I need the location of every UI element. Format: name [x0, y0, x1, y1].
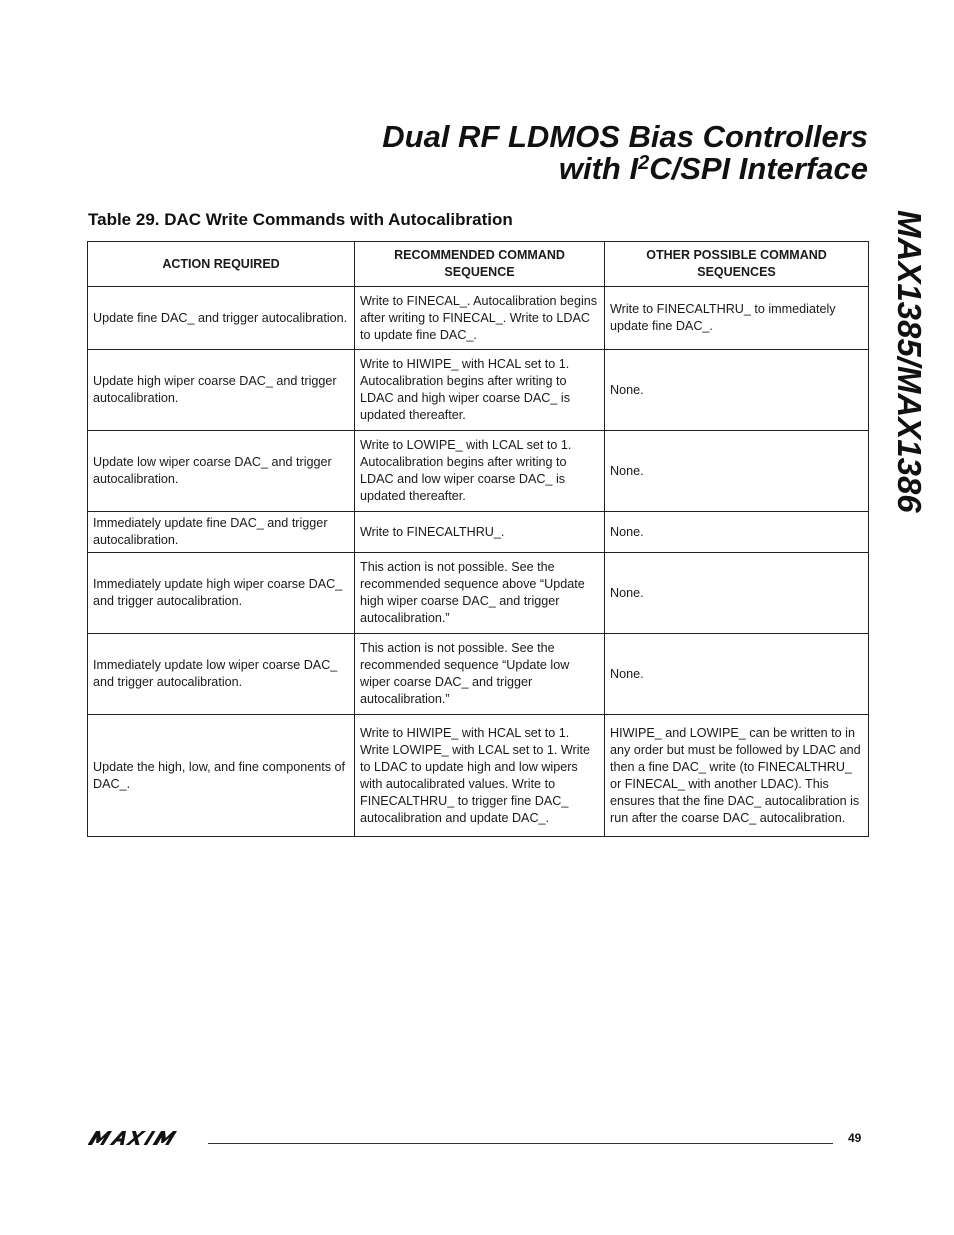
table-cell: Write to FINECAL_. Autocalibration begins after writing to FINECAL_. Write to LDAC to update fine DAC_.: [355, 287, 605, 350]
table-cell: None.: [605, 553, 869, 634]
table-cell: Update low wiper coarse DAC_ and trigger autocalibration.: [88, 431, 355, 512]
table-cell: Write to HIWIPE_ with HCAL set to 1. Write LOWIPE_ with LCAL set to 1. Write to LDAC to update high and low wipers with autocalibrated values. Write to FINECALTHRU_ to trigger fine DAC_ autocalibration and update DAC_.: [355, 715, 605, 837]
table-cell: None.: [605, 431, 869, 512]
page-number: 49: [848, 1131, 862, 1145]
title-superscript: 2: [638, 152, 650, 174]
table-cell: This action is not possible. See the recommended sequence “Update low wiper coarse DAC_ and trigger autocalibration.”: [355, 634, 605, 715]
table-cell: Write to HIWIPE_ with HCAL set to 1. Autocalibration begins after writing to LDAC and high wiper coarse DAC_ is updated thereafter.: [355, 350, 605, 431]
dac-write-commands-table: [87, 241, 869, 837]
table-cell: Write to FINECALTHRU_.: [355, 512, 605, 553]
maxim-logo: [88, 1128, 200, 1153]
table-cell: Update high wiper coarse DAC_ and trigger autocalibration.: [88, 350, 355, 431]
table-cell: This action is not possible. See the recommended sequence above “Update high wiper coarse DAC_ and trigger autocalibration.”: [355, 553, 605, 634]
table-row: [88, 553, 869, 634]
table-cell: Immediately update fine DAC_ and trigger autocalibration.: [88, 512, 355, 553]
table-cell: Update the high, low, and fine components of DAC_.: [88, 715, 355, 837]
column-header: RECOMMENDED COMMAND SEQUENCE: [355, 242, 605, 287]
table-cell: None.: [605, 512, 869, 553]
title-line-2-suffix: C/SPI Interface: [649, 151, 868, 186]
table-caption: Table 29. DAC Write Commands with Autocalibration: [88, 210, 513, 229]
footer-rule: [208, 1143, 833, 1144]
column-header: OTHER POSSIBLE COMMAND SEQUENCES: [605, 242, 869, 287]
maxim-logo-icon: [88, 1128, 200, 1148]
table-cell: Immediately update high wiper coarse DAC_ and trigger autocalibration.: [88, 553, 355, 634]
table-cell: None.: [605, 634, 869, 715]
title-line-2-prefix: with I: [558, 151, 639, 186]
table-cell: Write to FINECALTHRU_ to immediately update fine DAC_.: [605, 287, 869, 350]
table-row: [88, 715, 869, 837]
table-header-row: [88, 242, 869, 287]
table-row: [88, 512, 869, 553]
table-row: [88, 350, 869, 431]
table-row: [88, 287, 869, 350]
title-line-2: [382, 153, 868, 185]
table-cell: Write to LOWIPE_ with LCAL set to 1. Autocalibration begins after writing to LDAC and low wiper coarse DAC_ is updated thereafter.: [355, 431, 605, 512]
table-cell: Update fine DAC_ and trigger autocalibration.: [88, 287, 355, 350]
table-cell: HIWIPE_ and LOWIPE_ can be written to in any order but must be followed by LDAC and then a fine DAC_ write (to FINECALTHRU_ or FINECAL_ with another LDAC). This ensures that the fine DAC_ autocalibration is run after the coarse DAC_ autocalibration.: [605, 715, 869, 837]
table-row: [88, 431, 869, 512]
title-line-1: Dual RF LDMOS Bias Controllers: [382, 119, 868, 154]
table-row: [88, 634, 869, 715]
side-part-number: MAX1385/MAX1386: [891, 210, 928, 513]
page-title: [382, 121, 868, 185]
column-header: ACTION REQUIRED: [88, 242, 355, 287]
table-cell: Immediately update low wiper coarse DAC_ and trigger autocalibration.: [88, 634, 355, 715]
table-cell: None.: [605, 350, 869, 431]
